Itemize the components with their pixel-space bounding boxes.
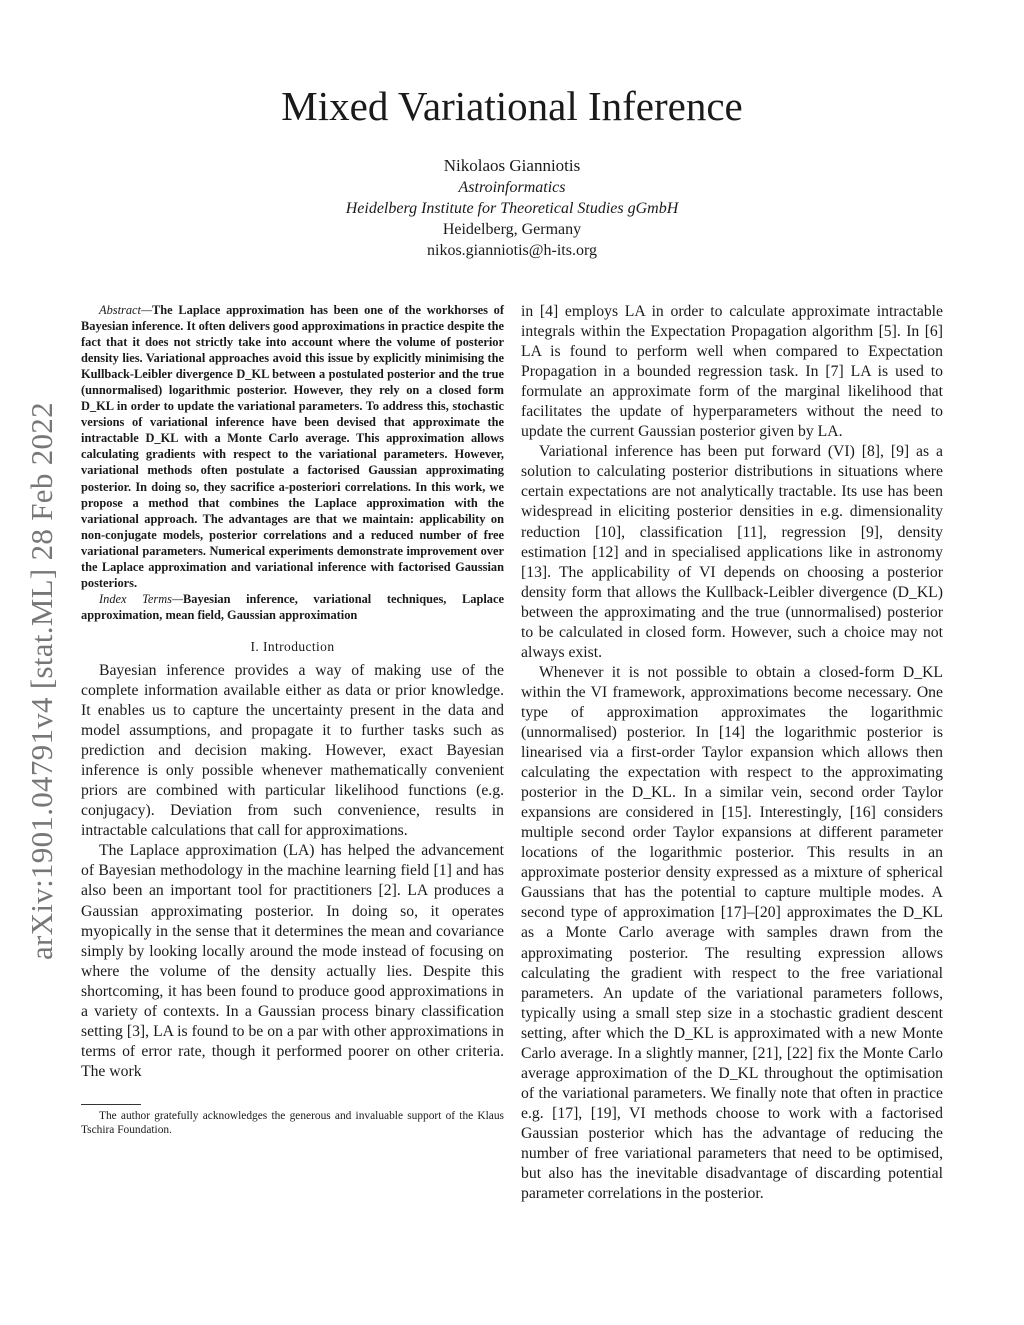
abstract-text: The Laplace approximation has been one of the workhorses of Bayesian inference. It often delivers good approximations in practice despite the fact that it does not strictly take into account where the volume of posterior density lies. Variational approaches avoid this issue by explicitly minimising the Kullback-Leibler divergence D_KL between a postulated posterior and the true (unnormalised) logarithmic posterior. However, they rely on a closed form D_KL in order to update the variational parameters. To address this, stochastic versions of variational inference have been devised that approximate the intractable D_KL with a Monte Carlo average. This approximation allows calculating gradients with respect to the variational parameters. However, variational methods often postulate a factorised Gaussian approximating posterior. In doing so, they sacrifice a-posteriori correlations. In this work, we propose a method that combines the Laplace approximation with the variational approach. The advantages are that we maintain: applicability on non-conjugate models, posterior correlations and a reduced number of free variational parameters. Numerical experiments demonstrate improvement over the Laplace approximation and variational inference with factorised Gaussian posteriors. [81, 303, 504, 590]
abstract: Abstract—The Laplace approximation has been one of the workhorses of Bayesian inference. It often delivers good approximations in practice despite the fact that it does not strictly take into account where the volume of posterior density lies. Variational approaches avoid this issue by explicitly minimising the Kullback-Leibler divergence D_KL between a postulated posterior and the true (unnormalised) logarithmic posterior. However, they rely on a closed form D_KL in order to update the variational parameters. To address this, stochastic versions of variational inference have been devised that approximate the intractable D_KL with a Monte Carlo average. This approximation allows calculating gradients with respect to the variational parameters. However, variational methods often postulate a factorised Gaussian approximating posterior. In doing so, they sacrifice a-posteriori correlations. In this work, we propose a method that combines the Laplace approximation with the variational approach. The advantages are that we maintain: applicability on non-conjugate models, posterior correlations and a reduced number of free variational parameters. Numerical experiments demonstrate improvement over the Laplace approximation and variational inference with factorised Gaussian posteriors. Index Terms—Bayesian inference, variational techniques, Laplace approximation, mean field, Gaussian approximation [81, 303, 504, 622]
author-location: Heidelberg, Germany [442, 221, 582, 238]
abstract-label: Abstract [99, 303, 141, 317]
paragraph: The Laplace approximation (LA) has helped the advancement of Bayesian methodology in the machine learning field [1] and has also been an important tool for practitioners [2]. LA produces a Gaussian approximating posterior. In doing so, it operates myopically in the sense that it determines the mean and covariance simply by looking locally around the mode instead of focusing on where the volume of the density actually lies. Despite this shortcoming, it has been found to produce good approximations in a variety of contexts. In a Gaussian process binary classification setting [3], LA is found to be on a par with other approximations in terms of error rate, though it performed poorer on other criteria. The work [81, 842, 504, 1080]
left-column [81, 302, 504, 1137]
arxiv-identifier: arXiv:1901.04791v4 [stat.ML] 28 Feb 2022 [24, 402, 59, 960]
paper-title: Mixed Variational Inference [281, 83, 743, 129]
paragraph: Variational inference has been put forward (VI) [8], [9] as a solution to calculating posterior distributions in situations where certain expectations are not analytically tractable. Its use has been widespread in eliciting posterior densities in e.g. dimensionality reduction [10], classification [11], regression [9], density estimation [12] and in specialised applications like in astronomy [13]. The applicability of VI depends on choosing a posterior density form that allows the Kullback-Leibler divergence (D_KL) between the approximating and the true (unnormalised) posterior to be calculated in closed form. However, such a choice may not always exist. [521, 443, 943, 661]
paragraph: in [4] employs LA in order to calculate approximate intractable integrals within the Expectation Propagation algorithm [5]. In [6] LA is found to perform well when compared to Expectation Propagation in a bounded regression task. In [7] LA is used to formulate an approximate form of the marginal likelihood that facilitates the update of hyperparameters without the need to update the current Gaussian posterior given by LA. [521, 303, 943, 441]
footnote-rule [81, 1104, 141, 1105]
intro-left-body [81, 661, 504, 1082]
author-department: Astroinformatics [458, 179, 566, 196]
author-name: Nikolaos Gianniotis [443, 156, 581, 175]
index-terms-label: Index Terms [99, 591, 172, 606]
paragraph: Bayesian inference provides a way of making use of the complete information available either as data or prior knowledge. It enables us to capture the uncertainty present in the data and model assumptions, and propagate it to further tasks such as prediction and decision making. However, exact Bayesian inference is only possible whenever mathematically convenient priors are combined with particular likelihood functions (e.g. conjugacy). Deviation from such convenience, results in intractable calculations that call for approximations. [81, 661, 504, 840]
footnote: The author gratefully acknowledges the generous and invaluable support of the Klaus Tschira Foundation. [81, 1109, 504, 1136]
author-block [0, 155, 1024, 261]
intro-right-body [521, 302, 943, 1204]
right-column [521, 302, 943, 1204]
paragraph: Whenever it is not possible to obtain a closed-form D_KL within the VI framework, approximations become necessary. One type of approximation approximates the logarithmic (unnormalised) posterior. In [14] the logarithmic posterior is linearised via a first-order Taylor expansion which allows then calculating the expectation with respect to the approximating posterior in the D_KL. In a similar vein, second order Taylor expansions are considered in [15]. Interestingly, [16] considers multiple second order Taylor expansions at different parameter locations of the logarithmic posterior. This results in an approximate posterior density expressed as a mixture of spherical Gaussians that has the potential to capture multiple modes. A second type of approximation [17]–[20] approximates the D_KL as a Monte Carlo average with samples drawn from the approximating posterior. The resulting expression allows calculating the gradient with respect to the free variational parameters. An update of the variational parameters follows, typically using a small step size in a stochastic gradient descent setting, after which the D_KL is approximated with a new Monte Carlo average. In a slightly manner, [21], [22] fix the Monte Carlo average approximation of the D_KL throughout the optimisation of the variational parameters. We finally note that often in practice e.g. [17], [19], VI methods choose to work with a factorised Gaussian posterior which has the advantage of reducing the number of free variational parameters that need to be optimised, but also has the inevitable disadvantage of discarding potential parameter correlations in the posterior. [521, 663, 943, 1203]
author-email: nikos.gianniotis@h-its.org [427, 242, 597, 259]
section-heading: I. Introduction [250, 638, 335, 654]
author-institute: Heidelberg Institute for Theoretical Studies gGmbH [345, 200, 679, 217]
index-terms: Bayesian inference, variational techniques, Laplace approximation, mean field, Gaussian approximation [81, 591, 504, 622]
